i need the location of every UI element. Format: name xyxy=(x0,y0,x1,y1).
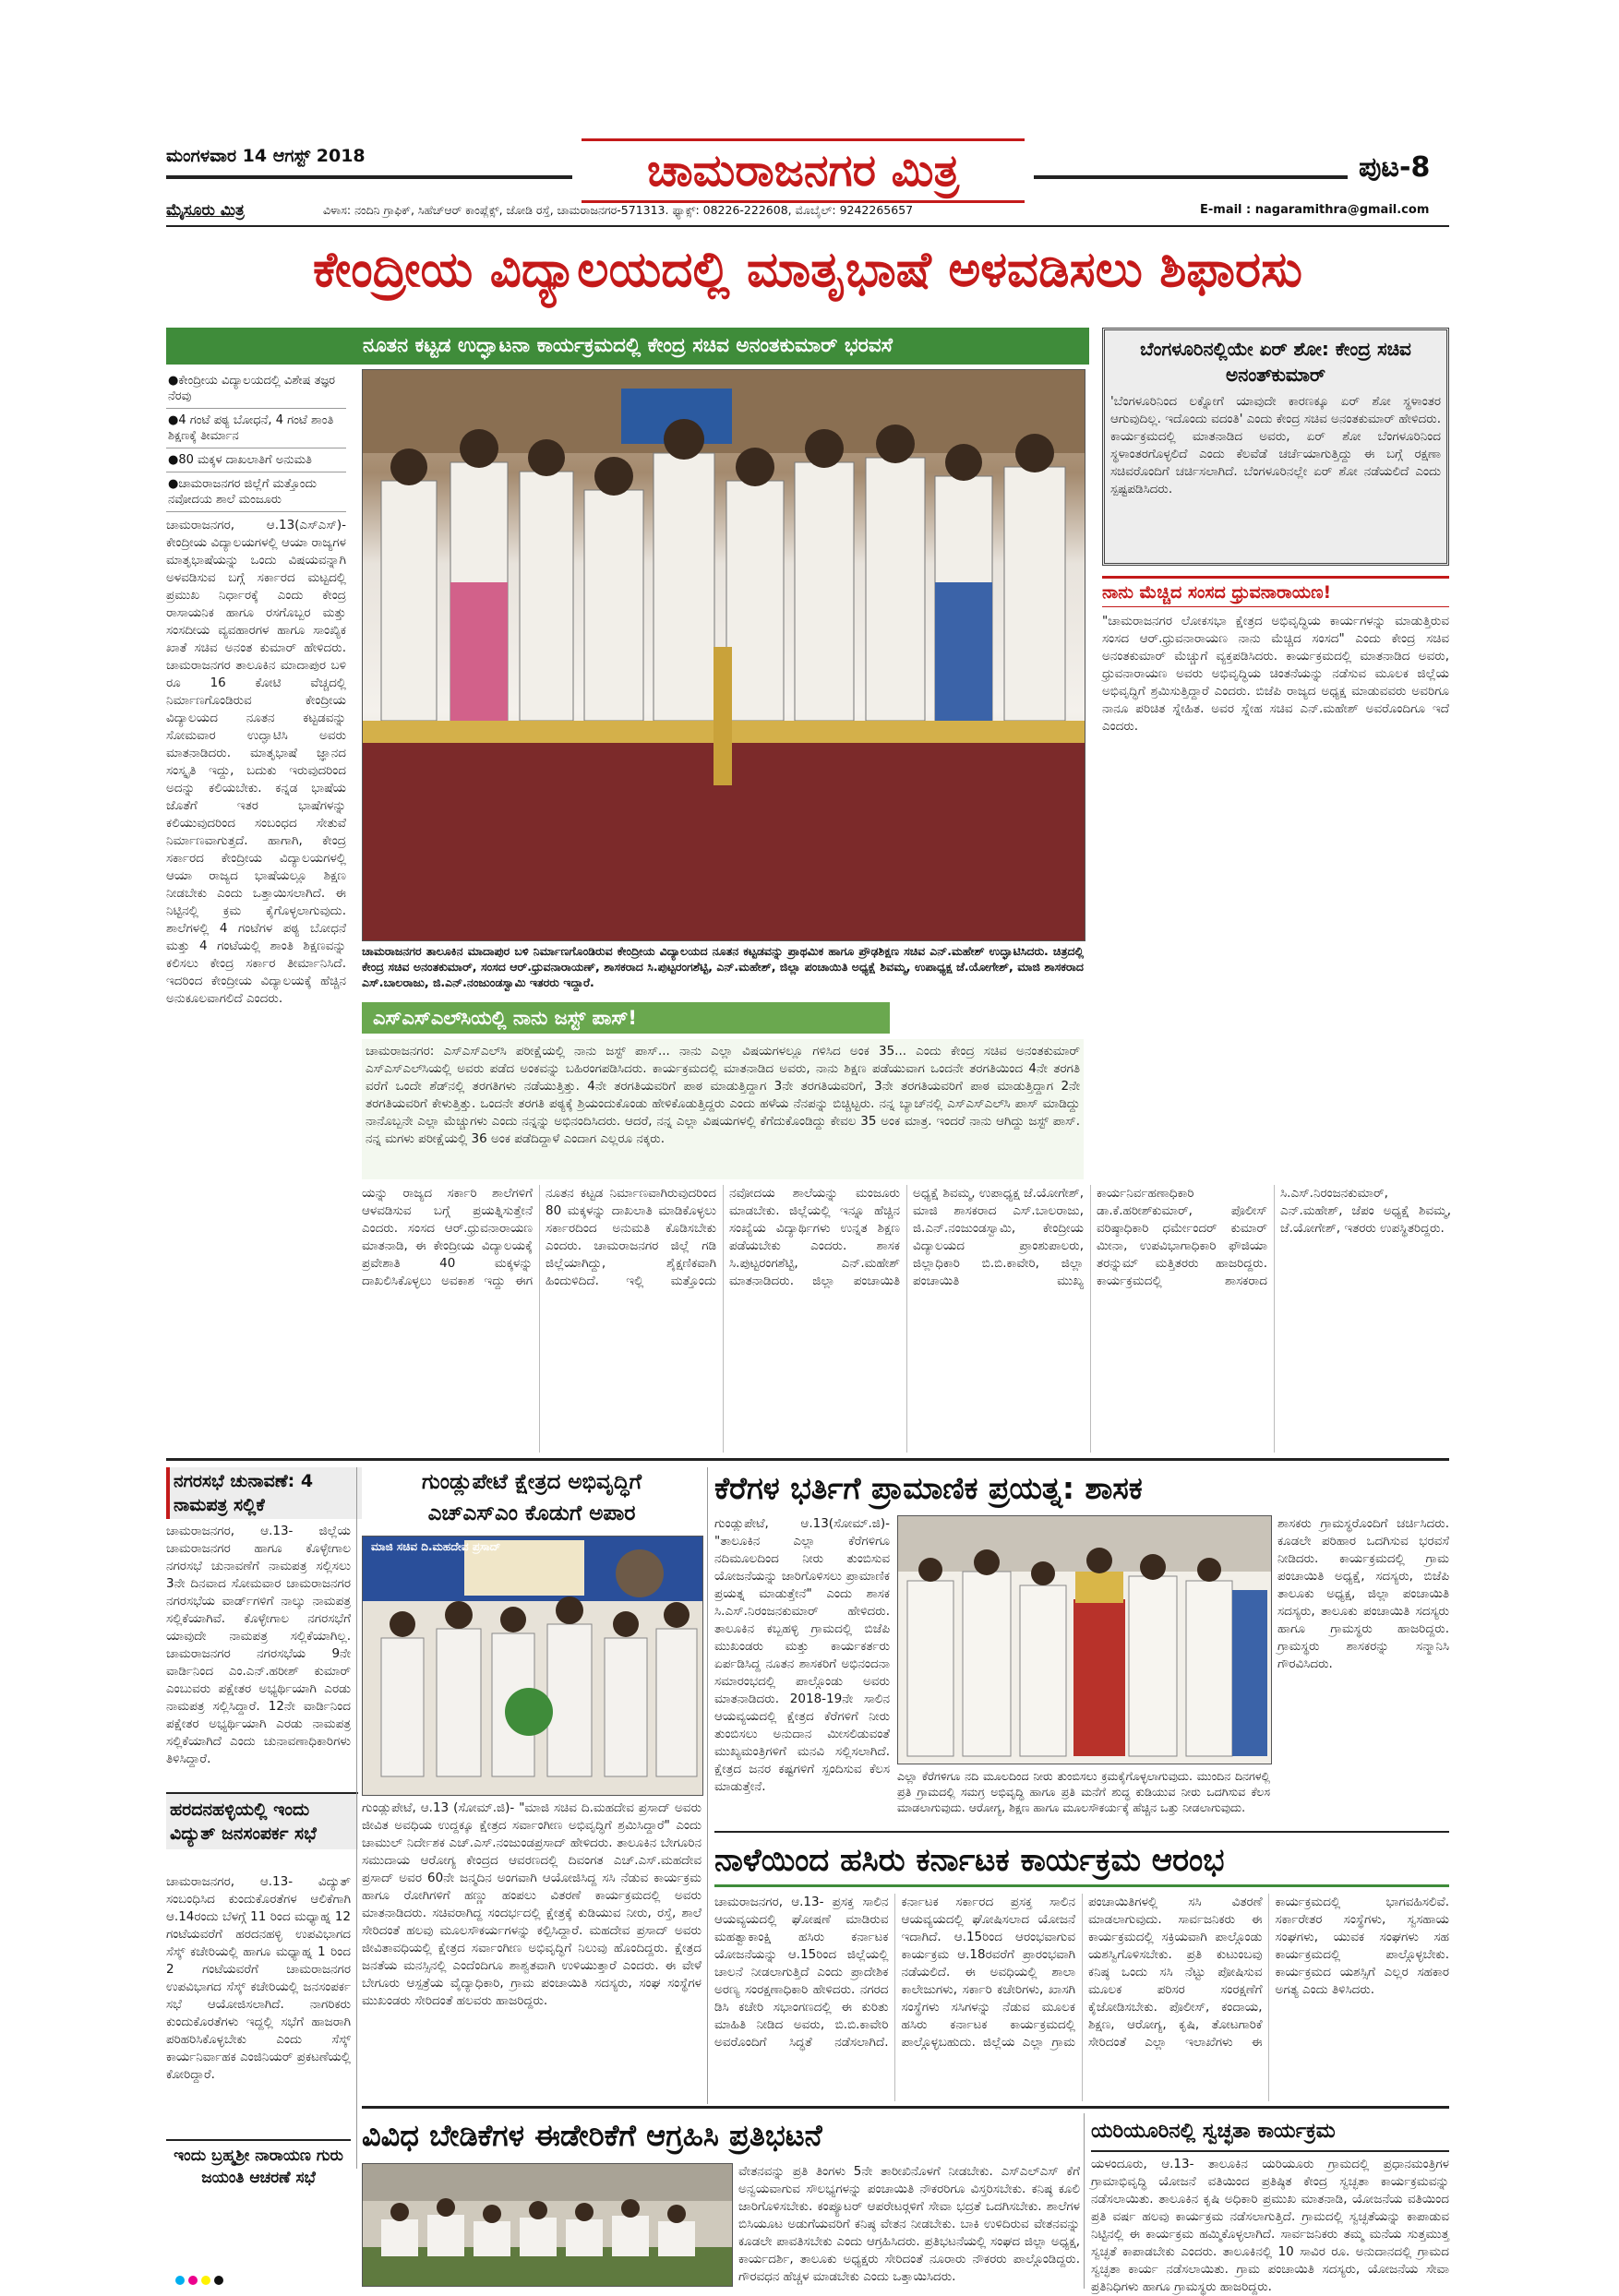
bullet-item: ●80 ಮಕ್ಕಳ ದಾಖಲಾತಿಗೆ ಅನುಮತಿ xyxy=(166,448,346,472)
lead-photo-caption: ಚಾಮರಾಜನಗರ ತಾಲೂಕಿನ ಮಾದಾಪುರ ಬಳಿ ನಿರ್ಮಾಣಗೊಂಡಿರುವ ಕೇಂದ್ರೀಯ ವಿದ್ಯಾಲಯದ ನೂತನ ಕಟ್ಟಡವನ್ನು ಪ್ರಾಥಮಿಕ ಹಾಗೂ ಪ್ರೌಢಶಿಕ್ಷಣ ಸಚಿವ ಎನ್.ಮಹೇಶ್ ಉದ್ಘಾಟಿಸಿದರು. ಚಿತ್ರದಲ್ಲಿ ಕೇಂದ್ರ ಸಚಿವ ಅನಂತಕುಮಾರ್, ಸಂಸದ ಆರ್.ಧ್ರುವನಾರಾಯಣ್, ಶಾಸಕರಾದ ಸಿ.ಪುಟ್ಟರಂಗಶೆಟ್ಟಿ, ಎನ್.ಮಹೇಶ್, ಜಿಲ್ಲಾ ಪಂಚಾಯಿತಿ ಅಧ್ಯಕ್ಷೆ ಶಿವಮ್ಮ, ಉಪಾಧ್ಯಕ್ಷ ಜೆ.ಯೋಗೇಶ್, ಮಾಜಿ ಶಾಸಕರಾದ ಎಸ್.ಬಾಲರಾಜು, ಜಿ.ಎನ್.ನಂಜುಂಡಸ್ವಾಮಿ ಇತರರು ಇದ್ದಾರೆ. xyxy=(362,944,1084,989)
gundlupet-photo xyxy=(362,1536,703,1796)
lead-body-bottom: ಯನ್ನು ರಾಜ್ಯದ ಸರ್ಕಾರಿ ಶಾಲೆಗಳಿಗೆ ಆಳವಡಿಸುವ ಬಗ್ಗೆ ಪ್ರಯತ್ನಿಸುತ್ತೇನೆ ಎಂದರು. ಸಂಸದ ಆರ್.ಧ್ರುವನಾರಾಯಣ ಮಾತನಾಡಿ, ಈ ಕೇಂದ್ರೀಯ ವಿದ್ಯಾಲಯಕ್ಕೆ ಪ್ರವೇಶಾತಿ 40 ಮಕ್ಕಳನ್ನು ದಾಖಲಿಸಿಕೊಳ್ಳಲು ಅವಕಾಶ ಇದ್ದು ಈಗ ನೂತನ ಕಟ್ಟಡ ನಿರ್ಮಾಣವಾಗಿರುವುದರಿಂದ 80 ಮಕ್ಕಳನ್ನು ದಾಖಲಾತಿ ಮಾಡಿಕೊಳ್ಳಲು ಸರ್ಕಾರದಿಂದ ಅನುಮತಿ ಕೊಡಿಸಬೇಕು ಎಂದರು. ಚಾಮರಾಜನಗರ ಜಿಲ್ಲೆ ಗಡಿ ಜಿಲ್ಲೆಯಾಗಿದ್ದು, ಶೈಕ್ಷಣಿಕವಾಗಿ ಹಿಂದುಳಿದಿದೆ. ಇಲ್ಲಿ ಮತ್ತೊಂದು ನವೋದಯ ಶಾಲೆಯನ್ನು ಮಂಜೂರು ಮಾಡಬೇಕು. ಜಿಲ್ಲೆಯಲ್ಲಿ ಇನ್ನೂ ಹೆಚ್ಚಿನ ಸಂಖ್ಯೆಯ ವಿದ್ಯಾರ್ಥಿಗಳು ಉನ್ನತ ಶಿಕ್ಷಣ ಪಡೆಯಬೇಕು ಎಂದರು. ಶಾಸಕ ಸಿ.ಪುಟ್ಟರಂಗಶೆಟ್ಟಿ, ಎನ್.ಮಹೇಶ್ ಮಾತನಾಡಿದರು. ಜಿಲ್ಲಾ ಪಂಚಾಯಿತಿ ಅಧ್ಯಕ್ಷೆ ಶಿವಮ್ಮ, ಉಪಾಧ್ಯಕ್ಷ ಜೆ.ಯೋಗೇಶ್, ಮಾಜಿ ಶಾಸಕರಾದ ಎಸ್.ಬಾಲರಾಜು, ಜಿ.ಎನ್.ನಂಜುಂಡಸ್ವಾಮಿ, ಕೇಂದ್ರೀಯ ವಿದ್ಯಾಲಯದ ಪ್ರಾಂಶುಪಾಲರು, ಜಿಲ್ಲಾಧಿಕಾರಿ ಬಿ.ಬಿ.ಕಾವೇರಿ, ಜಿಲ್ಲಾ ಪಂಚಾಯಿತಿ ಮುಖ್ಯ ಕಾರ್ಯನಿರ್ವಹಣಾಧಿಕಾರಿ ಡಾ.ಕೆ.ಹರೀಶ್‍ಕುಮಾರ್, ಪೊಲೀಸ್ ವರಿಷ್ಠಾಧಿಕಾರಿ ಧರ್ಮೇಂದರ್ ಕುಮಾರ್ ಮೀನಾ, ಉಪವಿಭಾಗಾಧಿಕಾರಿ ಫೌಜಿಯಾ ತರನ್ನುಮ್ ಮತ್ತಿತರರು ಹಾಜರಿದ್ದರು. ಕಾರ್ಯಕ್ರಮದಲ್ಲಿ ಶಾಸಕರಾದ ಸಿ.ಎಸ್.ನಿರಂಜನಕುಮಾರ್, ಎನ್.ಮಹೇಶ್, ಜೆಪಂ ಅಧ್ಯಕ್ಷೆ ಶಿವಮ್ಮ, ಜೆ.ಯೋಗೇಶ್, ಇತರರು ಉಪಸ್ಥಿತರಿದ್ದರು. xyxy=(362,1186,1451,1288)
mp-body: "ಚಾಮರಾಜನಗರ ಲೋಕಸಭಾ ಕ್ಷೇತ್ರದ ಅಭಿವೃದ್ಧಿಯ ಕಾರ್ಯಗಳನ್ನು ಮಾಡುತ್ತಿರುವ ಸಂಸದ ಆರ್.ಧ್ರುವನಾರಾಯಣ ನಾನು ಮೆಚ್ಚಿದ ಸಂಸದ" ಎಂದು ಕೇಂದ್ರ ಸಚಿವ ಅನಂತಕುಮಾರ್ ಮೆಚ್ಚುಗೆ ವ್ಯಕ್ತಪಡಿಸಿದರು. ಕಾರ್ಯಕ್ರಮದಲ್ಲಿ ಮಾತನಾಡಿದ ಅವರು, ಧ್ರುವನಾರಾಯಣ ಅವರು ಅಭಿವೃದ್ಧಿಯ ಚಿಂತನೆಯನ್ನು ನಡೆಸುವ ಮೂಲಕ ಜಿಲ್ಲೆಯ ಅಭಿವೃದ್ಧಿಗೆ ಶ್ರಮಿಸುತ್ತಿದ್ದಾರೆ ಎಂದರು. ಬಿಜೆಪಿ ರಾಜ್ಯದ ಅಧ್ಯಕ್ಷ ಮಾಡುವವರು ಅವರಿಗೂ ನಾನೂ ಪರಿಚಿತ ಸ್ನೇಹಿತ. ಅವರ ಸ್ನೇಹ ಸಚಿವ ಎನ್.ಮಹೇಶ್ ಅವರೊಂದಿಗೂ ಇದೆ ಎಂದರು. xyxy=(1102,614,1449,734)
lead-bullets xyxy=(166,369,346,512)
left-a1-headline: ನಗರಸಭೆ ಚುನಾವಣೆ: 4 ನಾಮಪತ್ರ ಸಲ್ಲಿಕೆ xyxy=(166,1467,362,1519)
lakes-photo xyxy=(897,1515,1272,1764)
mp-headline: ನಾನು ಮೆಚ್ಚಿದ ಸಂಸದ ಧ್ರುವನಾರಾಯಣ! xyxy=(1102,576,1449,607)
masthead-title: ಚಾಮರಾಜನಗರ ಮಿತ್ರ xyxy=(582,138,1025,203)
protest-headline: ವಿವಿಧ ಬೇಡಿಕೆಗಳ ಈಡೇರಿಕೆಗೆ ಆಗ್ರಹಿಸಿ ಪ್ರತಿಭಟನೆ xyxy=(362,2118,822,2153)
sslc-body: ಚಾಮರಾಜನಗರ: ಎಸ್‍ಎಸ್‍ಎಲ್‍ಸಿ ಪರೀಕ್ಷೆಯಲ್ಲಿ ನಾನು ಜಸ್ಟ್ ಪಾಸ್... ನಾನು ಎಲ್ಲಾ ವಿಷಯಗಳಲ್ಲೂ ಗಳಿಸಿದ ಅಂಕ 35... ಎಂದು ಕೇಂದ್ರ ಸಚಿವ ಅನಂತಕುಮಾರ್ ಎಸ್‍ಎಸ್‍ಎಲ್‍ಸಿಯಲ್ಲಿ ಅವರು ಪಡೆದ ಅಂಕವನ್ನು ಬಹಿರಂಗಪಡಿಸಿದರು. ಕಾರ್ಯಕ್ರಮದಲ್ಲಿ ಮಾತನಾಡಿದ ಅವರು, ನಾನು ಶಿಕ್ಷಣ ಪಡೆಯುವಾಗ ಒಂದನೇ ತರಗತಿಯಿಂದ 4ನೇ ತರಗತಿ ವರೆಗೆ ಒಂದೇ ಶೆಡ್‍ನಲ್ಲಿ ತರಗತಿಗಳು ನಡೆಯುತ್ತಿತ್ತು. 4ನೇ ತರಗತಿಯವರಿಗೆ ಪಾಠ ಮಾಡುತ್ತಿದ್ದಾಗ 3ನೇ ತರಗತಿಯವರಿಗೆ, 3ನೇ ತರಗತಿಯವರಿಗೆ ಪಾಠ ಮಾಡುತ್ತಿದ್ದಾಗ 2ನೇ ತರಗತಿಯವರಿಗೆ ಕೇಳುತ್ತಿತ್ತು. ಒಂದನೇ ತರಗತಿ ಪಠ್ಯಕ್ಕೆ ಶ್ರಿಯಂದುಕೊಂಡು ಹೇಳಿಕೊಡುತ್ತಿದ್ದರು ಎಂದು ಹಳೆಯ ನೆನಪನ್ನು ಬಿಚ್ಚಿಟ್ಟರು. ನನ್ನ ಬ್ಯಾಚ್‍ನಲ್ಲಿ ಎಸ್‍ಎಸ್‍ಎಲ್‍ಸಿ ಪಾಸ್ ಮಾಡಿದ್ದು ನಾನೊಬ್ಬನೇ ಎಲ್ಲಾ ಮೆಚ್ಚುಗಳು ಎಂದು ನನ್ನನ್ನು ಅಭಿನಂದಿಸಿದರು. ಆದರೆ, ನನ್ನ ಎಲ್ಲಾ ವಿಷಯಗಳಲ್ಲಿ ಕೆಗೆದುಕೊಂಡಿದ್ದು ಕೇವಲ 35 ಅಂಕ ಮಾತ್ರ. ಇಂದರೆ ನಾನು ಆಗಿದ್ದು ಜಸ್ಟ್ ಪಾಸ್. ನನ್ನ ಮಗಳು ಪರೀಕ್ಷೆಯಲ್ಲಿ 36 ಅಂಕ ಪಡೆದಿದ್ದಾಳೆ ಎಂದಾಗ ಎಲ್ಲರೂ ನಕ್ಕರು. xyxy=(362,1039,1084,1179)
lakes-caption: ಎಲ್ಲಾ ಕೆರೆಗಳಿಗೂ ನದಿ ಮೂಲದಿಂದ ನೀರು ತುಂಬಿಸಲು ಕ್ರಮಕೈಗೊಳ್ಳಲಾಗುವುದು. ಮುಂದಿನ ದಿನಗಳಲ್ಲಿ ಪ್ರತಿ ಗ್ರಾಮದಲ್ಲಿ ಸಮಗ್ರ ಅಭಿವೃದ್ಧಿ ಹಾಗೂ ಪ್ರತಿ ಮನೆಗೆ ಶುದ್ಧ ಕುಡಿಯುವ ನೀರು ಒದಗಿಸುವ ಕೆಲಸ ಮಾಡಲಾಗುವುದು. ಆರೋಗ್ಯ, ಶಿಕ್ಷಣ ಹಾಗೂ ಮೂಲಸೌಕರ್ಯಕ್ಕೆ ಹೆಚ್ಚಿನ ಒತ್ತು ನೀಡಲಾಗುವುದು. xyxy=(897,1769,1270,1814)
airshow-body: 'ಬೆಂಗಳೂರಿನಿಂದ ಲಕ್ನೋಗೆ ಯಾವುದೇ ಕಾರಣಕ್ಕೂ ಏರ್ ಶೋ ಸ್ಥಳಾಂತರ ಆಗುವುದಿಲ್ಲ. ಇದೊಂದು ವದಂತಿ' ಎಂದು ಕೇಂದ್ರ ಸಚಿವ ಅನಂತಕುಮಾರ್ ಹೇಳಿದರು. ಕಾರ್ಯಕ್ರಮದಲ್ಲಿ ಮಾತನಾಡಿದ ಅವರು, ಏರ್ ಶೋ ಬೆಂಗಳೂರಿನಿಂದ ಸ್ಥಳಾಂತರಗೊಳ್ಳಲಿದೆ ಎಂದು ಕೆಲವೆಡೆ ಚರ್ಚೆಯಾಗುತ್ತಿದ್ದು ಈ ಬಗ್ಗೆ ರಕ್ಷಣಾ ಸಚಿವರೊಂದಿಗೆ ಚರ್ಚಿಸಲಾಗಿದೆ. ಬೆಂಗಳೂರಿನಲ್ಲೇ ಏರ್ ಶೋ ನಡೆಯಲಿದೆ ಎಂದು ಸ್ಪಷ್ಟಪಡಿಸಿದರು. xyxy=(1110,394,1441,496)
sslc-headline: ಎಸ್‍ಎಸ್‍ಎಲ್‍ಸಿಯಲ್ಲಿ ನಾನು ಜಸ್ಟ್ ಪಾಸ್! xyxy=(362,1002,890,1034)
gundlupet-headline-2: ಎಚ್‍ಎಸ್‍ಎಂ ಕೊಡುಗೆ ಅಪಾರ xyxy=(427,1501,636,1525)
lakes-body-right: ಶಾಸಕರು ಗ್ರಾಮಸ್ಥರೊಂದಿಗೆ ಚರ್ಚಿಸಿದರು. ಕೂಡಲೇ ಪರಿಹಾರ ಒದಗಿಸುವ ಭರವಸೆ ನೀಡಿದರು. ಕಾರ್ಯಕ್ರಮದಲ್ಲಿ ಗ್ರಾಮ ಪಂಚಾಯಿತಿ ಅಧ್ಯಕ್ಷೆ, ಸದಸ್ಯರು, ಬಿಜೆಪಿ ತಾಲೂಕು ಅಧ್ಯಕ್ಷ, ಜಿಲ್ಲಾ ಪಂಚಾಯಿತಿ ಸದಸ್ಯರು, ತಾಲೂಕು ಪಂಚಾಯಿತಿ ಸದಸ್ಯರು ಹಾಗೂ ಗ್ರಾಮಸ್ಥರು ಹಾಜರಿದ್ದರು. ಗ್ರಾಮಸ್ಥರು ಶಾಸಕರನ್ನು ಸನ್ಮಾನಿಸಿ ಗೌರವಿಸಿದರು. xyxy=(1277,1516,1449,1671)
green-body: ಚಾಮರಾಜನಗರ, ಆ.13- ಪ್ರಸಕ್ತ ಸಾಲಿನ ಆಯವ್ಯಯದಲ್ಲಿ ಘೋಷಣೆ ಮಾಡಿರುವ ಮಹತ್ವಾಕಾಂಕ್ಷಿ ಹಸಿರು ಕರ್ನಾಟಕ ಯೋಜನೆಯನ್ನು ಆ.15ರಿಂದ ಜಿಲ್ಲೆಯಲ್ಲಿ ಚಾಲನೆ ನೀಡಲಾಗುತ್ತಿದೆ ಎಂದು ಪ್ರಾದೇಶಿಕ ಅರಣ್ಯ ಸಂರಕ್ಷಣಾಧಿಕಾರಿ ಹೇಳಿದರು. ನಗರದ ಡಿಸಿ ಕಚೇರಿ ಸಭಾಂಗಣದಲ್ಲಿ ಈ ಕುರಿತು ಮಾಹಿತಿ ನೀಡಿದ ಅವರು, ಬಿ.ಬಿ.ಕಾವೇರಿ ಅವರೊಂದಿಗೆ ಸಿದ್ಧತೆ ನಡೆಸಲಾಗಿದೆ. ಕರ್ನಾಟಕ ಸರ್ಕಾರದ ಪ್ರಸಕ್ತ ಸಾಲಿನ ಆಯವ್ಯಯದಲ್ಲಿ ಘೋಷಿಸಲಾದ ಯೋಜನೆ ಇದಾಗಿದೆ. ಆ.15ರಿಂದ ಆರಂಭವಾಗುವ ಕಾರ್ಯಕ್ರಮ ಆ.18ರವರೆಗೆ ಪ್ರಾರಂಭವಾಗಿ ನಡೆಯಲಿದೆ. ಈ ಅವಧಿಯಲ್ಲಿ ಶಾಲಾ ಕಾಲೇಜುಗಳು, ಸರ್ಕಾರಿ ಕಚೇರಿಗಳು, ಖಾಸಗಿ ಸಂಸ್ಥೆಗಳು ಸಸಿಗಳನ್ನು ನೆಡುವ ಮೂಲಕ ಹಸಿರು ಕರ್ನಾಟಕ ಕಾರ್ಯಕ್ರಮದಲ್ಲಿ ಪಾಲ್ಗೊಳ್ಳಬಹುದು. ಜಿಲ್ಲೆಯ ಎಲ್ಲಾ ಗ್ರಾಮ ಪಂಚಾಯಿತಿಗಳಲ್ಲಿ ಸಸಿ ವಿತರಣೆ ಮಾಡಲಾಗುವುದು. ಸಾರ್ವಜನಿಕರು ಈ ಕಾರ್ಯಕ್ರಮದಲ್ಲಿ ಸಕ್ರಿಯವಾಗಿ ಪಾಲ್ಗೊಂಡು ಯಶಸ್ವಿಗೊಳಿಸಬೇಕು. ಪ್ರತಿ ಕುಟುಂಬವು ಕನಿಷ್ಠ ಒಂದು ಸಸಿ ನೆಟ್ಟು ಪೋಷಿಸುವ ಮೂಲಕ ಪರಿಸರ ಸಂರಕ್ಷಣೆಗೆ ಕೈಜೋಡಿಸಬೇಕು. ಪೊಲೀಸ್, ಕಂದಾಯ, ಶಿಕ್ಷಣ, ಆರೋಗ್ಯ, ಕೃಷಿ, ತೋಟಗಾರಿಕೆ ಸೇರಿದಂತೆ ಎಲ್ಲಾ ಇಲಾಖೆಗಳು ಈ ಕಾರ್ಯಕ್ರಮದಲ್ಲಿ ಭಾಗವಹಿಸಲಿವೆ. ಸರ್ಕಾರೇತರ ಸಂಸ್ಥೆಗಳು, ಸ್ವಸಹಾಯ ಸಂಘಗಳು, ಯುವಕ ಸಂಘಗಳು ಸಹ ಕಾರ್ಯಕ್ರಮದಲ್ಲಿ ಪಾಲ್ಗೊಳ್ಳಬೇಕು. ಕಾರ್ಯಕ್ರಮದ ಯಶಸ್ಸಿಗೆ ಎಲ್ಲರ ಸಹಕಾರ ಅಗತ್ಯ ಎಂದು ತಿಳಿಸಿದರು. xyxy=(714,1895,1449,2050)
gundlupet-headline-1: ಗುಂಡ್ಲುಪೇಟೆ ಕ್ಷೇತ್ರದ ಅಭಿವೃದ್ಧಿಗೆ xyxy=(421,1470,642,1494)
bullet-item: ●ಕೇಂದ್ರೀಯ ವಿದ್ಯಾಲಯದಲ್ಲಿ ವಿಶೇಷ ತಜ್ಞರ ನೆರವು xyxy=(166,369,346,409)
edition-name: ಮೈಸೂರು ಮಿತ್ರ xyxy=(166,201,245,220)
protest-photo-image xyxy=(363,2164,732,2286)
registration-mark xyxy=(214,2276,223,2285)
mp-box xyxy=(1102,576,1449,1185)
lakes-headline: ಕೆರೆಗಳ ಭರ್ತಿಗೆ ಪ್ರಾಮಾಣಿಕ ಪ್ರಯತ್ನ: ಶಾಸಕ xyxy=(714,1470,1143,1506)
airshow-headline: ಬೆಂಗಳೂರಿನಲ್ಲಿಯೇ ಏರ್ ಶೋ: ಕೇಂದ್ರ ಸಚಿವ ಅನಂತ್‍ಕುಮಾರ್ xyxy=(1140,338,1411,386)
bullet-item: ●ಚಾಮರಾಜನಗರ ಜಿಲ್ಲೆಗೆ ಮತ್ತೊಂದು ನವೋದಯ ಶಾಲೆ ಮಂಜೂರು xyxy=(166,472,346,512)
registration-mark xyxy=(201,2276,210,2285)
lakes-body-left: ಗುಂಡ್ಲುಪೇಟೆ, ಆ.13(ಸೋಮ್.ಜಿ)- "ತಾಲೂಕಿನ ಎಲ್ಲಾ ಕೆರೆಗಳಿಗೂ ನದಿಮೂಲದಿಂದ ನೀರು ತುಂಬಿಸುವ ಯೋಜನೆಯನ್ನು ಜಾರಿಗೊಳಿಸಲು ಪ್ರಾಮಾಣಿಕ ಪ್ರಯತ್ನ ಮಾಡುತ್ತೇನೆ" ಎಂದು ಶಾಸಕ ಸಿ.ಎಸ್.ನಿರಂಜನಕುಮಾರ್ ಹೇಳಿದರು. ತಾಲೂಕಿನ ಕಬ್ಬಹಳ್ಳಿ ಗ್ರಾಮದಲ್ಲಿ ಬಿಜೆಪಿ ಮುಖಂಡರು ಮತ್ತು ಕಾರ್ಯಕರ್ತರು ಏರ್ಪಡಿಸಿದ್ದ ನೂತನ ಶಾಸಕರಿಗೆ ಅಭಿನಂದನಾ ಸಮಾರಂಭದಲ್ಲಿ ಪಾಲ್ಗೊಂಡು ಅವರು ಮಾತನಾಡಿದರು. 2018-19ನೇ ಸಾಲಿನ ಆಯವ್ಯಯದಲ್ಲಿ ಕ್ಷೇತ್ರದ ಕೆರೆಗಳಿಗೆ ನೀರು ತುಂಬಿಸಲು ಅನುದಾನ ಮೀಸಲಿಡುವಂತೆ ಮುಖ್ಯಮಂತ್ರಿಗಳಿಗೆ ಮನವಿ ಸಲ್ಲಿಸಲಾಗಿದೆ. ಕ್ಷೇತ್ರದ ಜನರ ಕಷ್ಟಗಳಿಗೆ ಸ್ಪಂದಿಸುವ ಕೆಲಸ ಮಾಡುತ್ತೇನೆ. xyxy=(714,1516,890,1794)
lead-photo-image xyxy=(363,370,1085,940)
lakes-photo-image xyxy=(898,1516,1271,1764)
clean-body: ಯಳಂದೂರು, ಆ.13- ತಾಲೂಕಿನ ಯರಿಯೂರು ಗ್ರಾಮದಲ್ಲಿ ಪ್ರಧಾನಮಂತ್ರಿಗಳ ಗ್ರಾಮಾಭಿವೃದ್ಧಿ ಯೋಜನೆ ವತಿಯಿಂದ ಪ್ರತಿಷ್ಠಿತ ಕೇಂದ್ರ ಸ್ವಚ್ಛತಾ ಕಾರ್ಯಕ್ರಮವನ್ನು ನಡೆಸಲಾಯಿತು. ತಾಲೂಕಿನ ಕೃಷಿ ಅಧಿಕಾರಿ ಪ್ರಮುಖ ಮಾತನಾಡಿ, ಯೋಜನೆಯ ವತಿಯಿಂದ ಪ್ರತಿ ವರ್ಷ ಹಲವು ಕಾರ್ಯಕ್ರಮ ನಡೆಸಲಾಗುತ್ತಿದೆ. ಗ್ರಾಮದಲ್ಲಿ ಸ್ವಚ್ಛತೆಯನ್ನು ಕಾಪಾಡುವ ನಿಟ್ಟಿನಲ್ಲಿ ಈ ಕಾರ್ಯಕ್ರಮ ಹಮ್ಮಿಕೊಳ್ಳಲಾಗಿದೆ. ಸಾರ್ವಜನಿಕರು ತಮ್ಮ ಮನೆಯ ಸುತ್ತಮುತ್ತ ಸ್ವಚ್ಛತೆ ಕಾಪಾಡಬೇಕು ಎಂದರು. ತಾಲೂಕಿನಲ್ಲಿ 10 ಸಾವಿರ ರೂ. ಅನುದಾನದಲ್ಲಿ ಗ್ರಾಮದ ಸ್ವಚ್ಛತಾ ಕಾರ್ಯ ನಡೆಸಲಾಯಿತು. ಗ್ರಾಮ ಪಂಚಾಯಿತಿ ಸದಸ್ಯರು, ಯೋಜನೆಯ ಸೇವಾ ಪ್ರತಿನಿಧಿಗಳು ಹಾಗೂ ಗ್ರಾಮಸ್ಥರು ಹಾಜರಿದ್ದರು. xyxy=(1091,2157,1449,2294)
protest-body: ವೇತನವನ್ನು ಪ್ರತಿ ತಿಂಗಳು 5ನೇ ತಾರೀಖಿನೊಳಗೆ ನೀಡಬೇಕು. ಎಸ್‍ಎಲ್‍ಎಸ್ ಕೆಗೆ ಅನ್ವಯವಾಗುವ ಸೌಲಭ್ಯಗಳನ್ನು ಪಂಚಾಯಿತಿ ನೌಕರರಿಗೂ ವಿಸ್ತರಿಸಬೇಕು. ಕನಿಷ್ಠ ಕೂಲಿ ಜಾರಿಗೊಳಿಸಬೇಕು. ಕಂಪ್ಯೂಟರ್ ಆಪರೇಟರ್‍ಗಳಿಗೆ ಸೇವಾ ಭದ್ರತೆ ಒದಗಿಸಬೇಕು. ಶಾಲೆಗಳ ಬಿಸಿಯೂಟ ಅಡುಗೆಯವರಿಗೆ ಕನಿಷ್ಠ ವೇತನ ನೀಡಬೇಕು. ಬಾಕಿ ಉಳಿದಿರುವ ವೇತನವನ್ನು ಕೂಡಲೇ ಪಾವತಿಸಬೇಕು ಎಂದು ಆಗ್ರಹಿಸಿದರು. ಪ್ರತಿಭಟನೆಯಲ್ಲಿ ಸಂಘದ ಜಿಲ್ಲಾ ಅಧ್ಯಕ್ಷ, ಕಾರ್ಯದರ್ಶಿ, ತಾಲೂಕು ಅಧ್ಯಕ್ಷರು ಸೇರಿದಂತೆ ನೂರಾರು ನೌಕರರು ಪಾಲ್ಗೊಂಡಿದ್ದರು. ಗೌರವಧನ ಹೆಚ್ಚಳ ಮಾಡಬೇಕು ಎಂದು ಒತ್ತಾಯಿಸಿದರು. xyxy=(738,2164,1080,2284)
registration-mark xyxy=(188,2276,198,2285)
gundlupet-photo-image xyxy=(363,1537,702,1795)
green-headline: ನಾಳೆಯಿಂದ ಹಸಿರು ಕರ್ನಾಟಕ ಕಾರ್ಯಕ್ರಮ ಆರಂಭ xyxy=(714,1836,1449,1887)
lead-photo xyxy=(362,369,1085,941)
gundlupet-body: ಗುಂಡ್ಲುಪೇಟೆ, ಆ.13 (ಸೋಮ್.ಜಿ)- "ಮಾಜಿ ಸಚಿವ ದಿ.ಮಹದೇವ ಪ್ರಸಾದ್ ಅವರು ಜೀವಿತ ಅವಧಿಯ ಉದ್ದಕ್ಕೂ ಕ್ಷೇತ್ರದ ಸರ್ವಾಂಗೀಣ ಅಭಿವೃದ್ಧಿಗೆ ಶ್ರಮಿಸಿದ್ದಾರೆ" ಎಂದು ಚಾಮುಲ್ ನಿರ್ದೇಶಕ ಎಚ್.ಎಸ್.ನಂಜುಂಡಪ್ರಸಾದ್ ಹೇಳಿದರು. ತಾಲೂಕಿನ ಬೇಗೂರಿನ ಸಮುದಾಯ ಆರೋಗ್ಯ ಕೇಂದ್ರದ ಆವರಣದಲ್ಲಿ ದಿವಂಗತ ಎಚ್.ಎಸ್.ಮಹದೇವ ಪ್ರಸಾದ್ ಅವರ 60ನೇ ಜನ್ಮದಿನ ಅಂಗವಾಗಿ ಆಯೋಜಿಸಿದ್ದ ಸಸಿ ನೆಡುವ ಕಾರ್ಯಕ್ರಮ ಹಾಗೂ ರೋಗಿಗಳಿಗೆ ಹಣ್ಣು ಹಂಪಲು ವಿತರಣೆ ಕಾರ್ಯಕ್ರಮದಲ್ಲಿ ಅವರು ಮಾತನಾಡಿದರು. ಸಚಿವರಾಗಿದ್ದ ಸಂದರ್ಭದಲ್ಲಿ ಕ್ಷೇತ್ರಕ್ಕೆ ಕುಡಿಯುವ ನೀರು, ರಸ್ತೆ, ಶಾಲೆ ಸೇರಿದಂತೆ ಹಲವು ಮೂಲಸೌಕರ್ಯಗಳನ್ನು ಕಲ್ಪಿಸಿದ್ದಾರೆ. ಮಹದೇವ ಪ್ರಸಾದ್ ಅವರು ಜೀವಿತಾವಧಿಯಲ್ಲಿ ಕ್ಷೇತ್ರದ ಸರ್ವಾಂಗೀಣ ಅಭಿವೃದ್ಧಿಗೆ ನಿಲುವು ಹೊಂದಿದ್ದರು. ಕ್ಷೇತ್ರದ ಜನತೆಯ ಮನಸ್ಸಿನಲ್ಲಿ ಎಂದೆಂದಿಗೂ ಶಾಶ್ವತವಾಗಿ ಉಳಿಯುತ್ತಾರೆ ಎಂದರು. ಈ ವೇಳೆ ಬೇಗೂರು ಆಸ್ಪತ್ರೆಯ ವೈದ್ಯಾಧಿಕಾರಿ, ಗ್ರಾಮ ಪಂಚಾಯಿತಿ ಸದಸ್ಯರು, ಸಂಘ ಸಂಸ್ಥೆಗಳ ಮುಖಂಡರು ಸೇರಿದಂತೆ ಹಲವರು ಹಾಜರಿದ್ದರು. xyxy=(362,1800,702,2008)
lead-body-left: ಚಾಮರಾಜನಗರ, ಆ.13(ಎಸ್‍ಎಸ್)- ಕೇಂದ್ರೀಯ ವಿದ್ಯಾಲಯಗಳಲ್ಲಿ ಆಯಾ ರಾಜ್ಯಗಳ ಮಾತೃಭಾಷೆಯನ್ನು ಒಂದು ವಿಷಯವನ್ನಾಗಿ ಅಳವಡಿಸುವ ಬಗ್ಗೆ ಸರ್ಕಾರದ ಮಟ್ಟದಲ್ಲಿ ಪ್ರಮುಖ ನಿರ್ಧಾರಕ್ಕೆ ಎಂದು ಕೇಂದ್ರ ರಾಸಾಯನಿಕ ಹಾಗೂ ರಸಗೊಬ್ಬರ ಮತ್ತು ಸಂಸದೀಯ ವ್ಯವಹಾರಗಳ ಹಾಗೂ ಸಾಂಖ್ಯಿಕ ಖಾತೆ ಸಚಿವ ಅನಂತ ಕುಮಾರ್ ಹೇಳಿದರು. ಚಾಮರಾಜನಗರ ತಾಲೂಕಿನ ಮಾದಾಪುರ ಬಳಿ ರೂ 16 ಕೋಟಿ ವೆಚ್ಚದಲ್ಲಿ ನಿರ್ಮಾಣಗೊಂಡಿರುವ ಕೇಂದ್ರೀಯ ವಿದ್ಯಾಲಯದ ನೂತನ ಕಟ್ಟಡವನ್ನು ಸೋಮವಾರ ಉದ್ಘಾಟಿಸಿ ಅವರು ಮಾತನಾಡಿದರು. ಮಾತೃಭಾಷೆ ಜ್ಞಾನದ ಸಂಸ್ಕೃತಿ ಇದ್ದು, ಬದುಕು ಇರುವುದರಿಂದ ಅದನ್ನು ಕಲಿಯಬೇಕು. ಕನ್ನಡ ಭಾಷೆಯ ಜೊತೆಗೆ ಇತರ ಭಾಷೆಗಳನ್ನು ಕಲಿಯುವುದರಿಂದ ಸಂಬಂಧದ ಸೇತುವೆ ನಿರ್ಮಾಣವಾಗುತ್ತದೆ. ಹಾಗಾಗಿ, ಕೇಂದ್ರ ಸರ್ಕಾರದ ಕೇಂದ್ರೀಯ ವಿದ್ಯಾಲಯಗಳಲ್ಲಿ ಆಯಾ ರಾಜ್ಯದ ಭಾಷೆಯಲ್ಲೂ ಶಿಕ್ಷಣ ನೀಡಬೇಕು ಎಂದು ಒತ್ತಾಯಿಸಲಾಗಿದೆ. ಈ ನಿಟ್ಟಿನಲ್ಲಿ ಕ್ರಮ ಕೈಗೊಳ್ಳಲಾಗುವುದು. ಶಾಲೆಗಳಲ್ಲಿ 4 ಗಂಟೆಗಳ ಪಠ್ಯ ಬೋಧನೆ ಮತ್ತು 4 ಗಂಟೆಯಲ್ಲಿ ಶಾಂತಿ ಶಿಕ್ಷಣವನ್ನು ಕಲಿಸಲು ಕೇಂದ್ರ ಸರ್ಕಾರ ತೀರ್ಮಾನಿಸಿದೆ. ಇದರಿಂದ ಕೇಂದ್ರೀಯ ವಿದ್ಯಾಲಯಕ್ಕೆ ಹೆಚ್ಚಿನ ಅನುಕೂಲವಾಗಲಿದೆ ಎಂದರು. xyxy=(166,518,346,1006)
left-a2-headline: ಹರದನಹಳ್ಳಿಯಲ್ಲಿ ಇಂದು ವಿದ್ಯುತ್ ಜನಸಂಪರ್ಕ ಸಭೆ xyxy=(166,1792,358,1849)
clean-headline: ಯರಿಯೂರಿನಲ್ಲಿ ಸ್ವಚ್ಛತಾ ಕಾರ್ಯಕ್ರಮ xyxy=(1091,2113,1449,2152)
airshow-box xyxy=(1102,328,1449,566)
registration-mark xyxy=(175,2276,185,2285)
left-a2-body: ಚಾಮರಾಜನಗರ, ಆ.13- ವಿದ್ಯುತ್ ಸಂಬಂಧಿಸಿದ ಕುಂದುಕೊರತೆಗಳ ಆಲಿಕೆಗಾಗಿ ಆ.14ರಂದು ಬೆಳಗ್ಗೆ 11 ರಿಂದ ಮಧ್ಯಾಹ್ನ 12 ಗಂಟೆಯವರೆಗೆ ಹರದನಹಳ್ಳಿ ಉಪವಿಭಾಗದ ಸೆಸ್ಕ್ ಕಚೇರಿಯಲ್ಲಿ ಹಾಗೂ ಮಧ್ಯಾಹ್ನ 1 ರಿಂದ 2 ಗಂಟೆಯವರೆಗೆ ಚಾಮರಾಜನಗರ ಉಪವಿಭಾಗದ ಸೆಸ್ಕ್ ಕಚೇರಿಯಲ್ಲಿ ಜನಸಂಪರ್ಕ ಸಭೆ ಆಯೋಜಿಸಲಾಗಿದೆ. ನಾಗರಿಕರು ಕುಂದುಕೊರತೆಗಳು ಇದ್ದಲ್ಲಿ ಸಭೆಗೆ ಹಾಜರಾಗಿ ಪರಿಹರಿಸಿಕೊಳ್ಳಬೇಕು ಎಂದು ಸೆಸ್ಕ್ ಕಾರ್ಯನಿರ್ವಾಹಕ ಎಂಜಿನಿಯರ್ ಪ್ರಕಟಣೆಯಲ್ಲಿ ಕೋರಿದ್ದಾರೆ. xyxy=(166,1874,351,2082)
address-line: ವಿಳಾಸ: ನಂದಿನಿ ಗ್ರಾಫಿಕ್, ಸಿಹೆಚ್‍ಆರ್ ಕಾಂಪ್ಲೆಕ್ಸ್, ಜೋಡಿ ರಸ್ತೆ, ಚಾಮರಾಜನಗರ-571313. ಫ್ಯಾಕ್ಸ್: 08226-222608, ಮೊಬೈಲ್: 9242265657 xyxy=(323,203,914,217)
masthead-date: ಮಂಗಳವಾರ 14 ಆಗಸ್ಟ್ 2018 xyxy=(166,146,366,166)
lead-strap: ನೂತನ ಕಟ್ಟಡ ಉದ್ಘಾಟನಾ ಕಾರ್ಯಕ್ರಮದಲ್ಲಿ ಕೇಂದ್ರ ಸಚಿವ ಅನಂತಕುಮಾರ್ ಭರವಸೆ xyxy=(166,328,1089,365)
email-line: E-mail : nagaramithra@gmail.com xyxy=(1200,203,1430,217)
gundlupet-photo-label: ಮಾಜಿ ಸಚಿವ ದಿ.ಮಹದೇವ ಪ್ರಸಾದ್ xyxy=(371,1540,501,1553)
lead-headline: ಕೇಂದ್ರೀಯ ವಿದ್ಯಾಲಯದಲ್ಲಿ ಮಾತೃಭಾಷೆ ಅಳವಡಿಸಲು ಶಿಫಾರಸು xyxy=(312,242,1303,298)
left-a1-body: ಚಾಮರಾಜನಗರ, ಆ.13- ಜಿಲ್ಲೆಯ ಚಾಮರಾಜನಗರ ಹಾಗೂ ಕೊಳ್ಳೇಗಾಲ ನಗರಸಭೆ ಚುನಾವಣೆಗೆ ನಾಮಪತ್ರ ಸಲ್ಲಿಸಲು 3ನೇ ದಿನವಾದ ಸೋಮವಾರ ಚಾಮರಾಜನಗರ ನಗರಸಭೆಯ ವಾರ್ಡ್‍ಗಳಿಗೆ ನಾಲ್ಕು ನಾಮಪತ್ರ ಸಲ್ಲಿಕೆಯಾಗಿವೆ. ಕೊಳ್ಳೇಗಾಲ ನಗರಸಭೆಗೆ ಯಾವುದೇ ನಾಮಪತ್ರ ಸಲ್ಲಿಕೆಯಾಗಿಲ್ಲ. ಚಾಮರಾಜನಗರ ನಗರಸಭೆಯ 9ನೇ ವಾರ್ಡಿನಿಂದ ಎಂ.ಎನ್.ಹರೀಶ್ ಕುಮಾರ್ ಎಂಬುವರು ಪಕ್ಷೇತರ ಅಭ್ಯರ್ಥಿಯಾಗಿ ಎರಡು ನಾಮಪತ್ರ ಸಲ್ಲಿಸಿದ್ದಾರೆ. 12ನೇ ವಾರ್ಡಿನಿಂದ ಪಕ್ಷೇತರ ಅಭ್ಯರ್ಥಿಯಾಗಿ ಎರಡು ನಾಮಪತ್ರ ಸಲ್ಲಿಕೆಯಾಗಿದೆ ಎಂದು ಚುನಾವಣಾಧಿಕಾರಿಗಳು ತಿಳಿಸಿದ್ದಾರೆ. xyxy=(166,1524,351,1766)
page-number: ಪುಟ-8 xyxy=(1359,151,1431,184)
protest-photo xyxy=(362,2163,733,2287)
left-a3-headline: ಇಂದು ಬ್ರಹ್ಮಶ್ರೀ ನಾರಾಯಣ ಗುರು ಜಯಂತಿ ಆಚರಣೆ ಸಭೆ xyxy=(166,2139,351,2193)
info-strip xyxy=(166,201,1449,227)
bullet-item: ●4 ಗಂಟೆ ಪಠ್ಯ ಬೋಧನೆ, 4 ಗಂಟೆ ಶಾಂತಿ ಶಿಕ್ಷಣಕ್ಕೆ ತೀರ್ಮಾನ xyxy=(166,409,346,448)
